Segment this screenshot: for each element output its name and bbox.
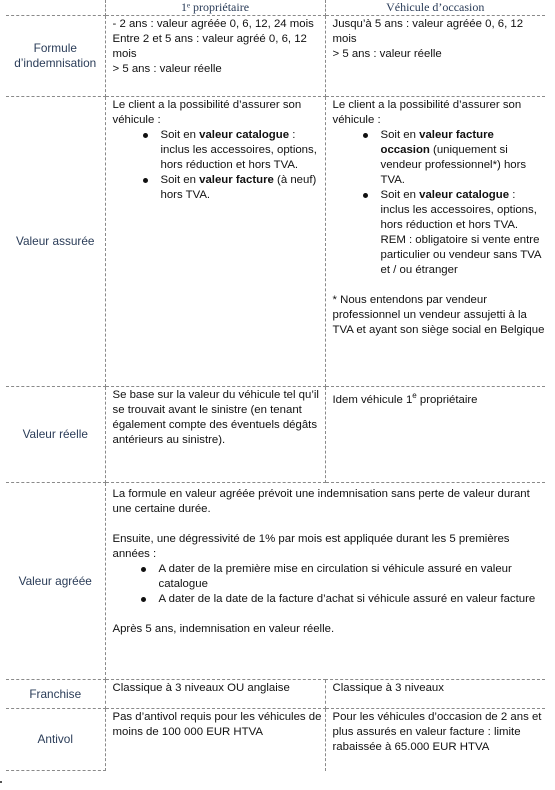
row-label-franchise: Franchise [6,680,105,709]
formule-line: Entre 2 et 5 ans : valeur agréé 0, 6, 12 mois [112,33,307,60]
row-antivol [6,709,545,771]
agreee-paragraph: Ensuite, une dégressivité de 1% par mois est appliquée durant les 5 premières années : [112,533,510,560]
row-valeur-reelle [6,387,545,483]
assuree-options-list [333,128,546,278]
row-label-valeur-reelle: Valeur réelle [6,387,105,483]
row-label-formule: Formule d’indemnisation [6,16,105,97]
agreee-paragraph: Après 5 ans, indemnisation en valeur réelle. [112,623,335,635]
cell-agreee [105,483,545,680]
agreee-item: A dater de la première mise en circulation si véhicule assuré en valeur catalogue [159,562,546,592]
cell-formule-first-owner [105,16,325,97]
comparison-document [6,0,545,771]
cell-franchise-first-owner: Classique à 3 niveaux OU anglaise [105,680,325,709]
row-valeur-assuree [6,97,545,387]
cell-assuree-used [325,97,545,387]
cell-reelle-used: Idem véhicule 1e propriétaire [325,387,545,483]
comparison-table [6,0,545,771]
header-used-vehicle: Véhicule d’occasion [325,0,545,16]
header-empty [6,0,105,16]
agreee-item: A dater de la date de la facture d’achat si véhicule assuré en valeur facture [159,592,546,607]
assuree-options-list [113,128,325,203]
end-mark [0,781,2,783]
row-franchise [6,680,545,709]
row-label-valeur-agreee: Valeur agréée [6,483,105,680]
header-first-owner: 1ᵉ propriétaire [105,0,325,16]
formule-line: - 2 ans : valeur agréée 0, 6, 12, 24 mois [112,18,314,30]
assuree-option: Soit en valeur catalogue : inclus les accessoires, options, hors réduction et hors TVA. [161,128,325,173]
formule-line: > 5 ans : valeur réelle [332,48,442,60]
cell-franchise-used: Classique à 3 niveaux [325,680,545,709]
header-row [6,0,545,16]
cell-formule-used [325,16,545,97]
cell-antivol-used: Pour les véhicules d’occasion de 2 ans et plus assurés en valeur facture : limite rabaissée à 65.000 EUR HTVA [332,711,542,753]
row-label-antivol: Antivol [6,709,105,771]
assuree-footnote: * Nous entendons par vendeur professionnel un vendeur assujetti à la TVA et ayant son siège social en Belgique [332,294,545,336]
assuree-option: Soit en valeur catalogue : inclus les accessoires, options, hors réduction et hors TVA. REM : obligatoire si vente entre particulier ou vendeur sans TVA et / ou étranger [381,188,546,278]
agreee-paragraph: La formule en valeur agréée prévoit une indemnisation sans perte de valeur durant une certaine durée. [112,488,530,515]
assuree-intro: Le client a la possibilité d’assurer son véhicule : [332,99,522,126]
agreee-list [113,562,546,607]
cell-antivol-first-owner: Pas d’antivol requis pour les véhicules de moins de 100 000 EUR HTVA [105,709,325,771]
assuree-rem: REM : obligatoire si vente entre particulier ou vendeur sans TVA et / ou étranger [380,234,541,276]
cell-assuree-first-owner [105,97,325,387]
row-label-valeur-assuree: Valeur assurée [6,97,105,387]
row-valeur-agreee [6,483,545,680]
cell-reelle-first-owner: Se base sur la valeur du véhicule tel qu’il se trouvait avant le sinistre (en tenant également compte des éventuels dégâts antérieurs au sinistre). [105,387,325,483]
assuree-option: Soit en valeur facture occasion (uniquement si vendeur professionnel*) hors TVA. [381,128,546,188]
assuree-intro: Le client a la possibilité d’assurer son véhicule : [112,99,302,126]
formule-line: Jusqu’à 5 ans : valeur agréée 0, 6, 12 mois [332,18,524,45]
formule-line: > 5 ans : valeur réelle [112,63,222,75]
assuree-option: Soit en valeur facture (à neuf) hors TVA. [161,173,325,203]
row-formule [6,16,545,97]
